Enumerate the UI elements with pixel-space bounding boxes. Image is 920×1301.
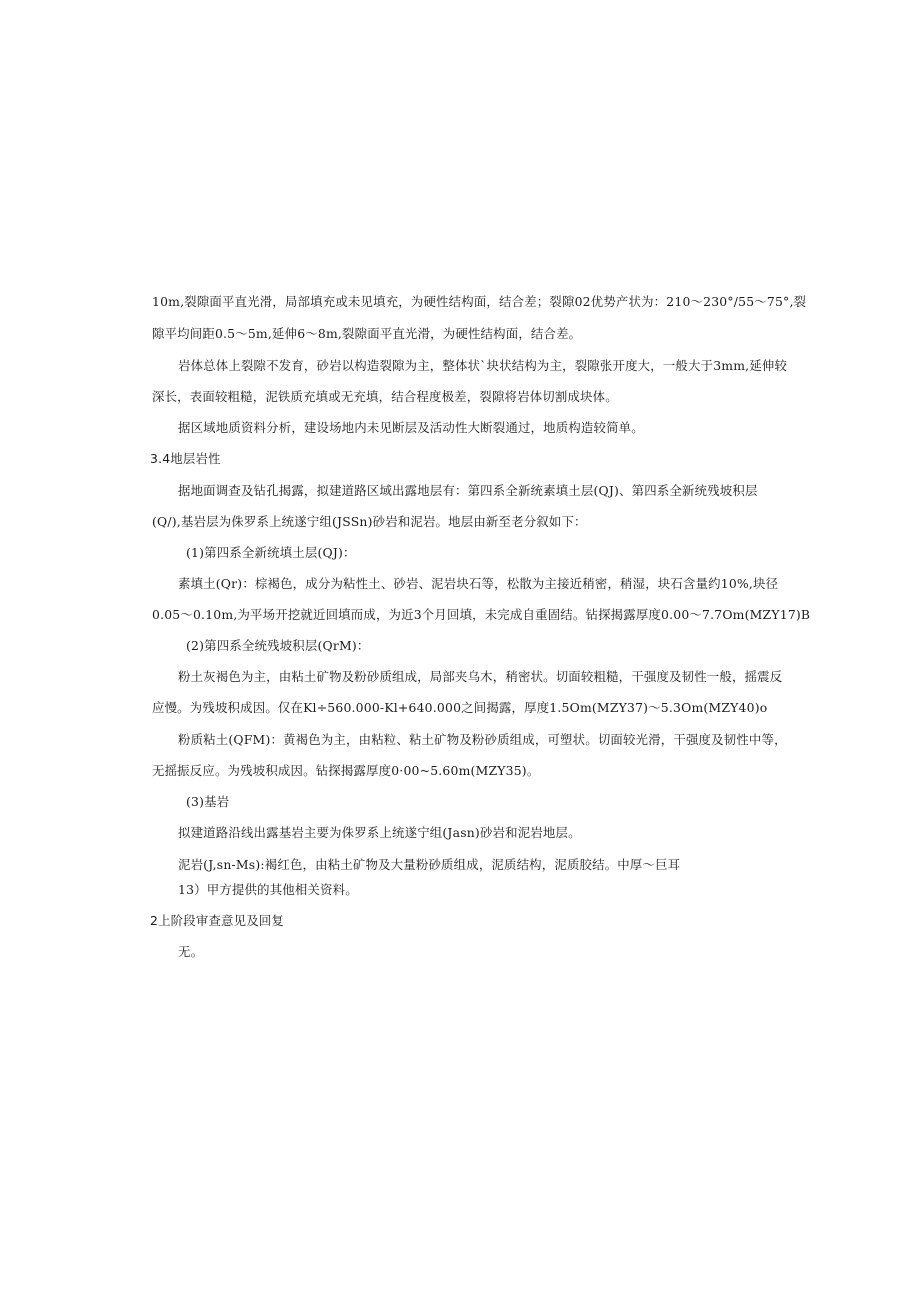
text-line: 应慢。为残坡积成因。仅在Kl÷560.000-Kl+640.000之间揭露，厚度1.5Om(MZY37)～5.3Om(MZY40)o <box>152 700 768 715</box>
text-line: 无摇振反应。为残坡积成因。钻探揭露厚度0·00~5.60m(MZY35)。 <box>152 763 540 778</box>
subsection-heading: (1)第四系全新统填土层(QJ)： <box>186 545 356 560</box>
section-heading: 3.4地层岩性 <box>150 451 221 466</box>
text-line: 素填土(Qr)：棕褐色，成分为粘性土、砂岩、泥岩块石等，松散为主接近稍密，稍湿，块石含量约10%,块径 <box>178 576 779 591</box>
text-line: 0.05～0.10m,为平场开挖就近回填而成，为近3个月回填，未完成自重固结。钻探揭露厚度0.00～7.7Om(MZY17)B <box>152 607 811 622</box>
text-line: 深长，表面较粗糙，泥铁质充填或无充填，结合程度极差，裂隙将岩体切割成块体。 <box>152 389 618 404</box>
text-line: 隙平均间距0.5～5m,延伸6～8m,裂隙面平直光滑，为硬性结构面，结合差。 <box>152 326 582 341</box>
text-line: 13）甲方提供的其他相关资料。 <box>178 882 358 897</box>
subsection-heading: (2)第四系全统残坡积层(QrM)： <box>186 638 370 653</box>
text-line: 无。 <box>178 944 204 959</box>
text-line: (Q/),基岩层为侏罗系上统遂宁组(JSSn)砂岩和泥岩。地层由新至老分叙如下： <box>152 514 587 529</box>
text-line: 粉质粘土(QFM)：黄褐色为主，由粘粒、粘土矿物及粉砂质组成，可塑状。切面较光滑，干强度及韧性中等， <box>178 732 787 747</box>
text-line: 岩体总体上裂隙不发育，砂岩以构造裂隙为主，整体状`块状结构为主，裂隙张开度大，一般大于3mm,延伸较 <box>178 358 788 373</box>
text-line: 据地面调查及钻孔揭露，拟建道路区域出露地层有：第四系全新统素填土层(QJ)、第四系全新统残坡积层 <box>178 483 758 498</box>
text-line: 10m,裂隙面平直光滑，局部填充或未见填充，为硬性结构面，结合差；裂隙02优势产状为：210～230°/55～75°,裂 <box>152 294 807 309</box>
text-line: 拟建道路沿线出露基岩主要为侏罗系上统遂宁组(Jasn)砂岩和泥岩地层。 <box>178 825 581 840</box>
text-line: 据区域地质资料分析，建设场地内未见断层及活动性大断裂通过，地质构造较简单。 <box>178 420 644 435</box>
section-heading: 2上阶段审查意见及回复 <box>150 913 284 928</box>
subsection-heading: (3)基岩 <box>186 794 230 809</box>
text-line: 粉土灰褐色为主，由粘土矿物及粉砂质组成，局部夹乌木，稍密状。切面较粗糙，干强度及韧性一般，摇震反 <box>178 669 783 684</box>
text-line: 泥岩(J,sn-Ms):褐红色，由粘土矿物及大量粉砂质组成，泥质结构，泥质胶结。中厚～巨耳 <box>178 857 681 872</box>
